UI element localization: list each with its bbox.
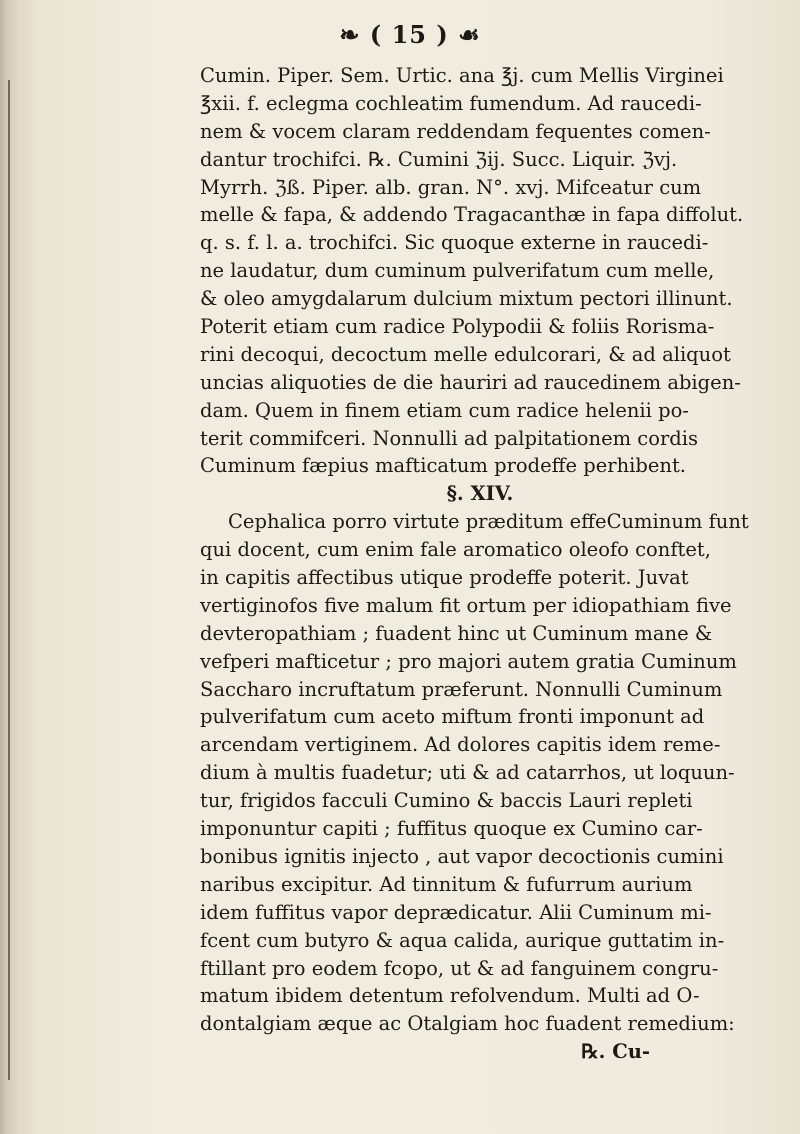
text-line: ℥xii. f. eclegma cochleatim fumendum. Ad raucedi- bbox=[200, 91, 702, 115]
text-line: bonibus ignitis injecto , aut vapor decoctionis cumini bbox=[200, 844, 724, 868]
text-line: ftillant pro eodem fcopo, ut & ad fanguinem congru- bbox=[200, 956, 719, 980]
text-line: Cephalica porro virtute præditum effeCuminum funt bbox=[228, 510, 749, 534]
text-line: naribus excipitur. Ad tinnitum & fufurrum aurium bbox=[200, 872, 693, 896]
text-line: ne laudatur, dum cuminum pulverifatum cum melle, bbox=[200, 259, 715, 283]
text-line: Myrrh. ℨß. Piper. alb. gran. N°. xvj. Mifceatur cum bbox=[200, 175, 702, 199]
text-line: Cumin. Piper. Sem. Urtic. ana ℥j. cum Mellis Virginei bbox=[200, 64, 724, 87]
catchword: ℞. Cu- bbox=[581, 1040, 650, 1064]
text-line: Cuminum fæpius mafticatum prodeffe perhibent. bbox=[200, 454, 686, 478]
text-line: pulverifatum cum aceto miftum fronti imponunt ad bbox=[200, 705, 705, 729]
text-line: uncias aliquoties de die hauriri ad raucedinem abigen- bbox=[200, 370, 741, 394]
text-line: & oleo amygdalarum dulcium mixtum pectori illinunt. bbox=[200, 287, 733, 311]
text-line: Saccharo incruftatum præferunt. Nonnulli Cuminum bbox=[200, 677, 723, 701]
text-line: vertiginofos five malum fit ortum per idiopathiam five bbox=[200, 593, 732, 617]
text-line: q. s. f. l. a. trochifci. Sic quoque externe in raucedi- bbox=[200, 231, 709, 255]
text-line: imponuntur capiti ; fuffitus quoque ex Cumino car- bbox=[200, 817, 703, 841]
text-line: vefperi mafticetur ; pro majori autem gratia Cuminum bbox=[200, 649, 737, 673]
book-gutter bbox=[0, 0, 36, 1134]
text-line: dantur trochifci. ℞. Cumini ℨij. Succ. Liquir. ℨvj. bbox=[200, 147, 678, 171]
text-line: terit commifceri. Nonnulli ad palpitationem cordis bbox=[200, 426, 699, 450]
text-line: matum ibidem detentum refolvendum. Multi ad O- bbox=[200, 984, 700, 1008]
text-line: tur, frigidos facculi Cumino & baccis Lauri repleti bbox=[200, 789, 693, 813]
text-line: dium à multis fuadetur; uti & ad catarrhos, ut loquun- bbox=[200, 761, 735, 785]
text-line: in capitis affectibus utique prodeffe poterit. Juvat bbox=[200, 566, 689, 590]
text-line: dam. Quem in finem etiam cum radice helenii po- bbox=[200, 398, 689, 422]
text-line: idem fuffitus vapor deprædicatur. Alii Cuminum mi- bbox=[200, 900, 712, 924]
text-line: qui docent, cum enim fale aromatico oleofo conftet, bbox=[200, 538, 711, 562]
text-line: melle & fapa, & addendo Tragacanthæ in fapa diffolut. bbox=[200, 203, 744, 227]
text-line: Poterit etiam cum radice Polypodii & foliis Rorisma- bbox=[200, 315, 715, 339]
section-heading: §. XIV. bbox=[446, 482, 514, 506]
text-line: dontalgiam æque ac Otalgiam hoc fuadent remedium: bbox=[200, 1012, 735, 1036]
text-line: devteropathiam ; fuadent hinc ut Cuminum mane & bbox=[200, 621, 713, 645]
text-line: nem & vocem claram reddendam fequentes comen- bbox=[200, 119, 711, 143]
text-line: arcendam vertiginem. Ad dolores capitis idem reme- bbox=[200, 733, 721, 757]
body-text bbox=[200, 62, 760, 1066]
text-line: rini decoqui, decoctum melle edulcorari, & ad aliquot bbox=[200, 342, 731, 366]
running-head: ❧ ( 15 ) ☙ bbox=[339, 20, 481, 49]
text-line: fcent cum butyro & aqua calida, aurique guttatim in- bbox=[200, 928, 725, 952]
page-edge-line bbox=[8, 80, 10, 1080]
